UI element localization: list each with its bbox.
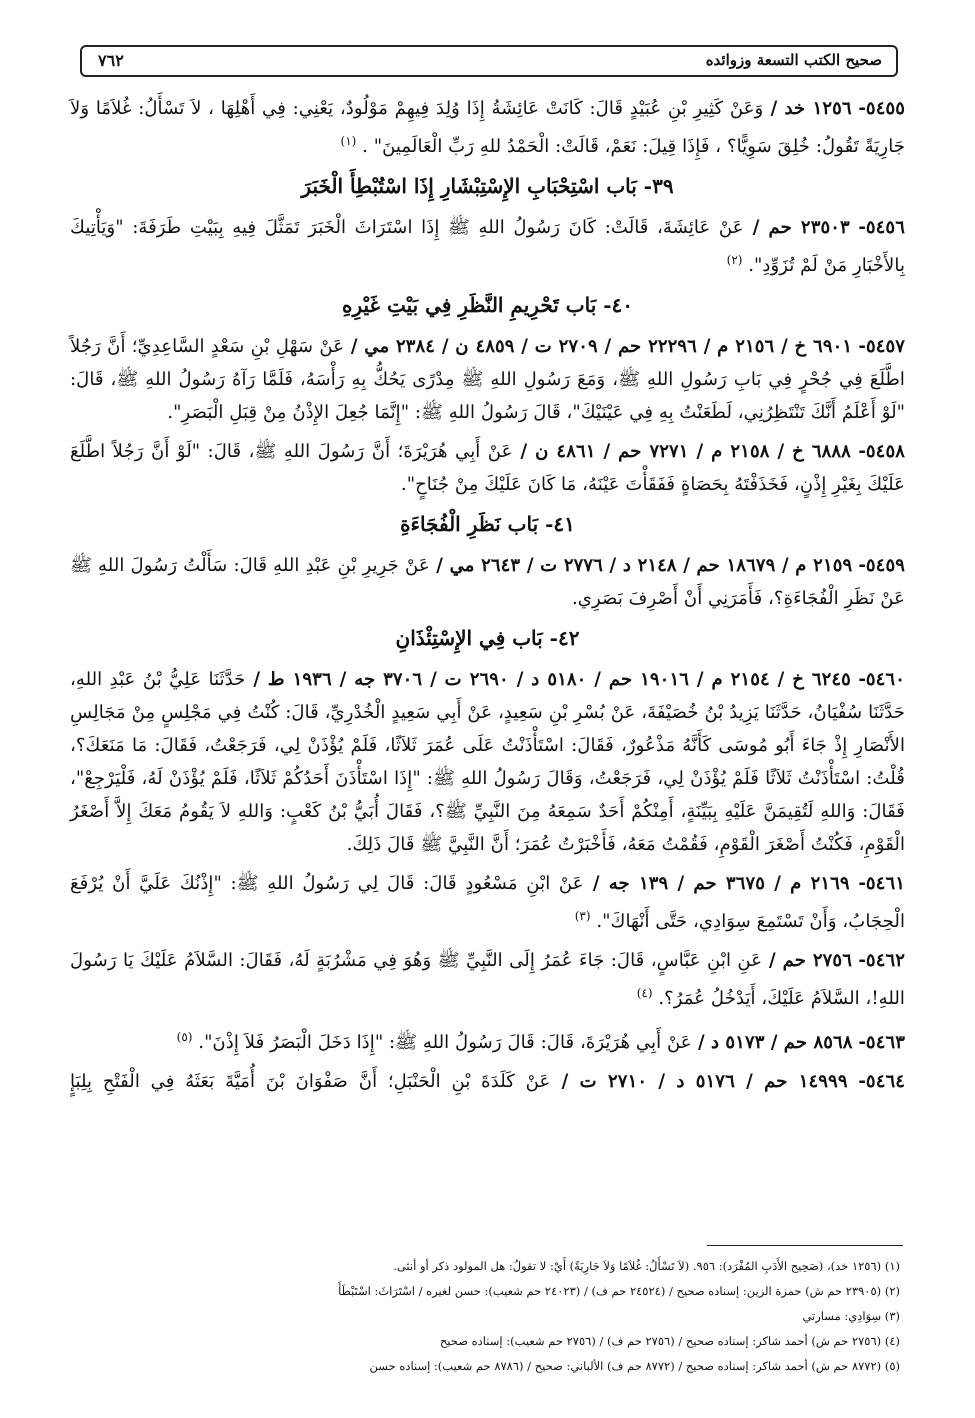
hadith-references: ١٢٥٦ خد / xyxy=(763,98,852,119)
hadith-references: ١٤٩٩٩ حم / ٥١٧٦ د / ٢٧١٠ ت / xyxy=(550,1071,848,1093)
hadith-text: عَنْ عَائِشَةَ، قَالَتْ: كَانَ رَسُولُ اللهِ ﷺ إِذَا اسْتَرَاثَ الْخَبَرَ تَمَثَّلَ فِيهِ بِبَيْتِ طَرَفَةَ: "وَيَأْتِيكَ بِالأَخْبَارِ مَنْ لَمْ تُزَوِّدِ". xyxy=(70,217,905,277)
footnote-1: (١) (١٢٥٦ خد)، (صَحِيح الأَدَبِ المُفْرَد): ٩٥٦. (لاَ تَسْأَلُ: غُلاَمًا وَلاَ جَارِيَةً) أَيْ: لا تقولُ: هل المولود ذكر أو أنثى. xyxy=(393,1259,900,1273)
hadith-number: ٥٤٥٧- xyxy=(858,336,906,358)
footnote-ref: (٥) xyxy=(176,1030,193,1045)
footnote-ref: (١) xyxy=(340,134,357,148)
hadith-number: ٥٤٦٢- xyxy=(858,950,905,972)
hadith-text: عَنْ أَبِي هُرَيْرَةَ؛ أَنَّ رَسُولَ اللهِ ﷺ، قَالَ: "لَوْ أَنَّ رَجُلاً اطَّلَعَ عَلَيْكَ بِغَيْرِ إِذْنٍ، فَخَذَفْتَهُ بِحَصَاةٍ فَفَقَأْتَ عَيْنَهُ، مَا كَانَ عَلَيْكَ مِنْ جُنَاحٍ". xyxy=(70,441,905,496)
hadith-references: ٢٣٥٠٣ حم / xyxy=(743,217,850,239)
hadith-references: ٦٨٨٨ خ / ٢١٥٨ م / ٧٢٧١ حم / ٤٨٦١ ن / xyxy=(512,441,851,463)
hadith-5455 xyxy=(70,92,905,163)
chapter-heading-41: ٤١- بَاب نَظَرِ الْفُجَاءَةِ xyxy=(400,512,575,537)
hadith-5457 xyxy=(70,330,905,429)
footnote-5: (٥) (٨٧٧٢ حم ش) أحمد شاكر: إسناده صحيح / (٨٧٧٢ حم ف) الألباني: صحيح / (٨٧٨٦ حم شعيب): إسناده حسن xyxy=(369,1359,900,1373)
hadith-5459 xyxy=(70,549,905,615)
hadith-number: ٥٤٥٨- xyxy=(858,441,905,463)
hadith-5464 xyxy=(70,1065,905,1098)
hadith-text: عَنْ ابْنِ مَسْعُودٍ قَالَ: قَالَ لِي رَسُولُ اللهِ ﷺ: "إِذْنُكَ عَلَيَّ أَنْ يُرْفَعَ الْحِجَابُ، وَأَنْ تَسْتَمِعَ سِوَادِي، حَتَّى أَنْهَاكَ". xyxy=(70,873,905,933)
page-body xyxy=(70,92,905,1104)
hadith-number: ٥٤٦٠- xyxy=(858,669,905,691)
footnote-ref: (٤) xyxy=(636,986,653,1001)
hadith-number: ٥٤٦٣- xyxy=(858,1032,905,1054)
page-number: ٧٦٢ xyxy=(98,51,124,70)
hadith-text: عَنْ كَلَدَةَ بْنِ الْحَنْبَلِ؛ أَنَّ صَفْوَانَ بْنَ أُمَيَّةَ بَعَثَهُ فِي الْفَتْحِ بِلِبَإٍ xyxy=(70,1071,551,1093)
hadith-text: عَنْ سَهْلِ بْنِ سَعْدٍ السَّاعِدِيِّ؛ أَنَّ رَجُلاً اطَّلَعَ فِي جُحْرٍ فِي بَابِ رَسُولِ اللهِ ﷺ، وَمَعَ رَسُولِ اللهِ ﷺ مِدْرًى يَحُكُّ بِهِ رَأْسَهُ، فَلَمَّا رَآهُ رَسُولُ اللهِ ﷺ، قَالَ: "لَوْ أَعْلَمُ أَنَّكَ تَنْتَظِرُنِي، لَطَعَنْتُ بِهِ فِي عَيْنَيْكَ"، قَالَ رَسُولُ اللهِ ﷺ: "إِنَّمَا جُعِلَ الإِذْنُ مِنْ قِبَلِ الْبَصَرِ". xyxy=(70,336,905,424)
hadith-number: ٥٤٥٩- xyxy=(858,555,905,577)
hadith-references: ٢١٥٩ م / ١٨٦٧٩ حم / ٢١٤٨ د / ٢٧٧٦ ت / ٢٦٤٣ مي / xyxy=(429,555,853,577)
hadith-number: ٥٤٥٥- xyxy=(858,98,905,119)
footnotes xyxy=(70,1254,900,1379)
hadith-5462 xyxy=(70,944,905,1015)
footnote-3: (٣) سِوَادِي: مسارتي xyxy=(802,1309,900,1323)
hadith-5458 xyxy=(70,435,905,501)
hadith-5456 xyxy=(70,211,905,282)
hadith-references: ٦٩٠١ خ / ٢١٥٦ م / ٢٢٢٩٦ حم / ٢٧٠٩ ت / ٤٨٥٩ ن / ٢٣٨٤ مي / xyxy=(344,336,853,358)
hadith-number: ٥٤٦١- xyxy=(858,873,905,895)
footnote-separator xyxy=(707,1245,903,1246)
hadith-text: حَدَّثَنَا عَلِيُّ بْنُ عَبْدِ اللهِ، حَدَّثَنَا سُفْيَانُ، حَدَّثَنَا يَزِيدُ بْنُ خُصَيْفَةَ، عَنْ بُسْرِ بْنِ سَعِيدٍ، عَنْ أَبِي سَعِيدٍ الْخُدْرِيِّ، قَالَ: كُنْتُ فِي مَجْلِسٍ مِنْ مَجَالِسِ الأَنْصَارِ إِذْ جَاءَ أَبُو مُوسَى كَأَنَّهُ مَذْعُورٌ، فَقَالَ: اسْتَأْذَنْتُ عَلَى عُمَرَ ثَلاَثًا، فَلَمْ يُؤْذَنْ لِي، فَرَجَعْتُ، فَقَالَ: مَا مَنَعَكَ؟، قُلْتُ: اسْتَأْذَنْتُ ثَلاَثًا فَلَمْ يُؤْذَنْ لِي، فَرَجَعْتُ، وَقَالَ رَسُولُ اللهِ ﷺ: "إِذَا اسْتَأْذَنَ أَحَدُكُمْ ثَلاَثًا، فَلَمْ يُؤْذَنْ لَهُ، فَلْيَرْجِعْ"، فَقَالَ: وَاللهِ لَتُقِيمَنَّ عَلَيْهِ بِبَيِّنَةٍ، أَمِنْكُمْ أَحَدٌ سَمِعَهُ مِنَ النَّبِيِّ ﷺ؟، فَقَالَ أُبَيُّ بْنُ كَعْبٍ: وَاللهِ لاَ يَقُومُ مَعَكَ إِلاَّ أَصْغَرُ الْقَوْمِ، فَكُنْتُ أَصْغَرَ الْقَوْمِ، فَقُمْتُ مَعَهُ، فَأَخْبَرْتُ عُمَرَ؛ أَنَّ النَّبِيَّ ﷺ قَالَ ذَلِكَ. xyxy=(70,669,905,856)
chapter-heading-39: ٣٩- بَاب اسْتِحْبَابِ الإِسْتِبْشَارِ إِذَا اسْتُبْطِأَ الْخَبَرَ xyxy=(301,174,674,199)
hadith-text: عَنِ ابْنِ عَبَّاسٍ، قَالَ: جَاءَ عُمَرُ إِلَى النَّبِيِّ ﷺ وَهُوَ فِي مَشْرُبَةٍ لَهُ، فَقَالَ: السَّلاَمُ عَلَيْكَ يَا رَسُولَ اللهِ!، السَّلاَمُ عَلَيْكَ، أَيَدْخُلُ عُمَرُ؟. xyxy=(70,950,905,1010)
hadith-references: ٨٥٦٨ حم / ٥١٧٣ د / xyxy=(691,1032,853,1054)
hadith-text: وَعَنْ كَثِيرِ بْنِ عُبَيْدٍ قَالَ: كَانَتْ عَائِشَةُ إِذَا وُلِدَ فِيهِمْ مَوْلُودٌ، يَعْنِي: فِي أَهْلِهَا ، لاَ تَسْأَلُ: غُلاَمًا وَلاَ جَارِيَةً تَقُولُ: خُلِقَ سَوِيًّا؟ ، فَإِذَا قِيلَ: نَعَمْ، قَالَتْ: الْحَمْدُ للهِ رَبِّ الْعَالَمِينَ" . xyxy=(70,98,905,158)
footnote-ref: (٣) xyxy=(574,909,591,924)
hadith-references: ٢١٦٩ م / ٣٦٧٥ حم / ١٣٩ جه / xyxy=(583,873,850,895)
chapter-heading-40: ٤٠- بَاب تَحْرِيمِ النَّظَرِ فِي بَيْتِ غَيْرِهِ xyxy=(341,293,634,318)
footnote-4: (٤) (٢٧٥٦ حم ش) أحمد شاكر: إسناده صحيح / (٢٧٥٦ حم ف) / (٢٧٥٦ حم شعيب): إسناده صحيح xyxy=(439,1334,900,1348)
running-header xyxy=(80,45,898,77)
hadith-references: ٦٢٤٥ خ / ٢١٥٤ م / ١٩٠١٦ حم / ٥١٨٠ د / ٢٦٩٠ ت / ٣٧٠٦ جه / ١٩٣٦ ط / xyxy=(245,669,851,691)
hadith-number: ٥٤٥٦- xyxy=(858,217,905,239)
hadith-references: ٢٧٥٦ حم / xyxy=(762,950,852,972)
hadith-5461 xyxy=(70,867,905,938)
book-title: صحيح الكتب التسعة وزوائده xyxy=(705,51,882,69)
hadith-5463 xyxy=(70,1021,905,1059)
hadith-5460 xyxy=(70,663,905,861)
hadith-number: ٥٤٦٤- xyxy=(858,1071,905,1093)
hadith-text: عَنْ جَرِيرِ بْنِ عَبْدِ اللهِ قَالَ: سَأَلْتُ رَسُولَ اللهِ ﷺ عَنْ نَظَرِ الْفُجَاءَةِ؟، فَأَمَرَنِي أَنْ أَصْرِفَ بَصَرِي. xyxy=(70,555,905,610)
footnote-2: (٢) (٢٣٩٠٥ حم ش) حمزة الزين: إسناده صحيح / (٢٤٥٢٤ حم ف) / (٢٤٠٢٣ حم شعيب): حسن لغيره / اسْتَرَاثَ: اسْتَبْطَأَ xyxy=(338,1284,900,1298)
hadith-text: عَنْ أَبِي هُرَيْرَةَ، قَالَ: قَالَ رَسُولُ اللهِ ﷺ: "إِذَا دَخَلَ الْبَصَرُ فَلاَ إِذْنَ". xyxy=(198,1032,692,1054)
chapter-heading-42: ٤٢- بَاب فِي الإِسْتِئْذَانِ xyxy=(395,626,580,651)
footnote-ref: (٢) xyxy=(726,253,743,268)
